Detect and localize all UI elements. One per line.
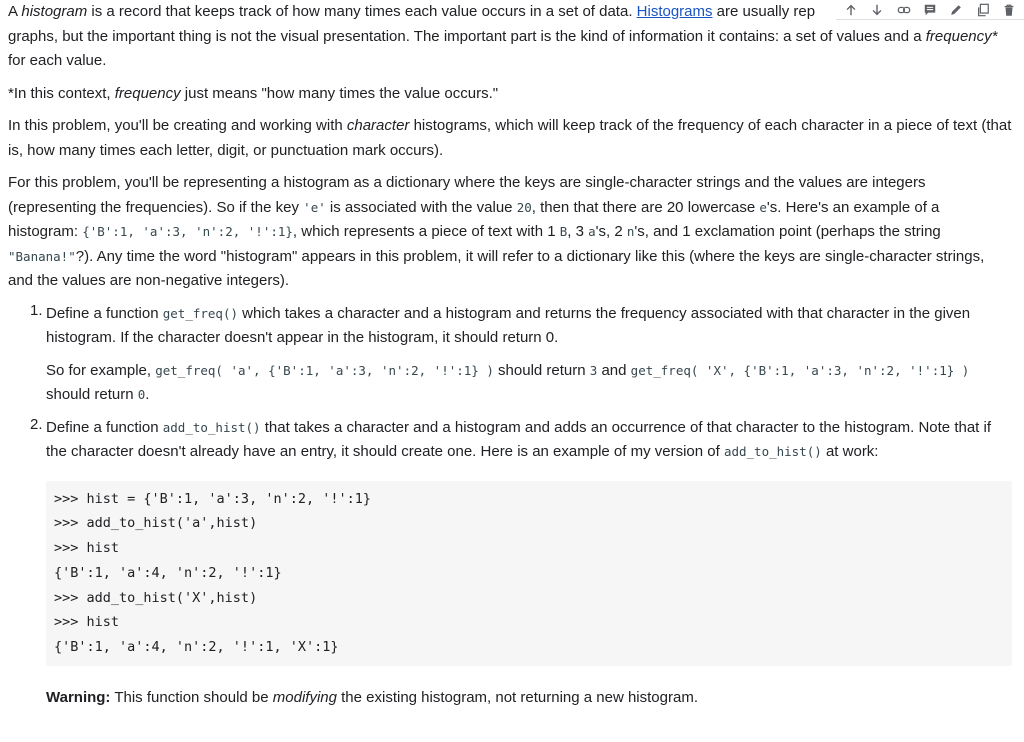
intro-paragraph-1: A histogram is a record that keeps track of how many times each value occurs in a set of data. Histograms are usually rep [8,3,816,20]
arrow-up-icon[interactable] [842,1,860,19]
histograms-link[interactable]: Histograms [636,3,713,20]
intro-paragraph-3: In this problem, you'll be creating and working with character histograms, which will keep track of the frequency of each character in a piece of text (that is, how many times each letter, digit, or punctuation mark occurs). [8,117,1012,159]
task-item-2: 2. Define a function add_to_hist() that takes a character and a histogram and adds an occurrence of that character to the histogram. Note that if the character doesn't already have an entry, it should create one. Here is an example of my version of add_to_hist() at work: [8,416,1012,465]
intro-paragraph-1-cont: graphs, but the important thing is not the visual presentation. The important part is the kind of information it contains: a set of values and a frequency* for each value. [8,27,998,69]
code-line: >>> add_to_hist('a',hist) [54,515,258,532]
comment-icon[interactable] [921,1,939,19]
code-line: >>> hist = {'B':1, 'a':3, 'n':2, '!':1} [54,490,371,507]
code-example-block [46,481,1012,667]
intro-paragraph-2: *In this context, frequency just means "how many times the value occurs." [8,84,499,102]
intro-paragraph-4: For this problem, you'll be representing a histogram as a dictionary where the keys are single-character strings and the values are integers (representing the frequencies). So if the key 'e' is associated with the value 20, then that there are 20 lowercase e's. Here's an example of a histogram: {'B':1, 'a':3, 'n':2, '!':1}, which represents a piece of text with 1 B, 3 a's, 2 n's, and 1 exclamation point (perhaps the string "Banana!"?). Any time the word "histogram" appears in this problem, it will refer to a dictionary like this (where the keys are single-character strings, and the values are non-negative integers). [8,174,985,289]
task-1-example: So for example, get_freq( 'a', {'B':1, 'a':3, 'n':2, '!':1} ) should return 3 and get_freq( 'X', {'B':1, 'a':3, 'n':2, '!':1} ) should return 0. [46,361,970,403]
task-2-description: Define a function add_to_hist() that takes a character and a histogram and adds an occurrence of that character to the histogram. Note that if the character doesn't already have an entry, it should create one. Here is an example of my version of add_to_hist() at work: [46,418,992,460]
block-toolbar [836,0,1024,20]
delete-icon[interactable] [1000,1,1018,19]
task-item-1: 1. Define a function get_freq() which takes a character and a histogram and returns the frequency associated with that character in the given histogram. If the character doesn't appear in the histogram, it should return 0. So for example, get_freq( 'a', {'B':1, 'a':3, 'n':2, '!':1} ) should return 3 and get_freq( 'X', {'B':1, 'a':3, 'n':2, '!':1} ) should return 0. [8,302,1012,408]
copy-icon[interactable] [974,1,992,19]
task-1-description: Define a function get_freq() which takes a character and a histogram and returns the frequency associated with that character in the given histogram. If the character doesn't appear in the histogram, it should return 0. [46,304,971,346]
link-icon[interactable] [895,1,913,19]
edit-icon[interactable] [947,1,965,19]
task-list [8,302,1012,465]
code-line: {'B':1, 'a':4, 'n':2, '!':1} [54,564,282,581]
code-line: >>> hist [54,540,120,557]
code-line: {'B':1, 'a':4, 'n':2, '!':1, 'X':1} [54,639,339,656]
document [8,0,1012,711]
warning-note: Warning: This function should be modifying the existing histogram, not returning a new histogram. [46,689,698,707]
arrow-down-icon[interactable] [868,1,886,19]
code-line: >>> hist [54,614,120,631]
code-line: >>> add_to_hist('X',hist) [54,589,258,606]
